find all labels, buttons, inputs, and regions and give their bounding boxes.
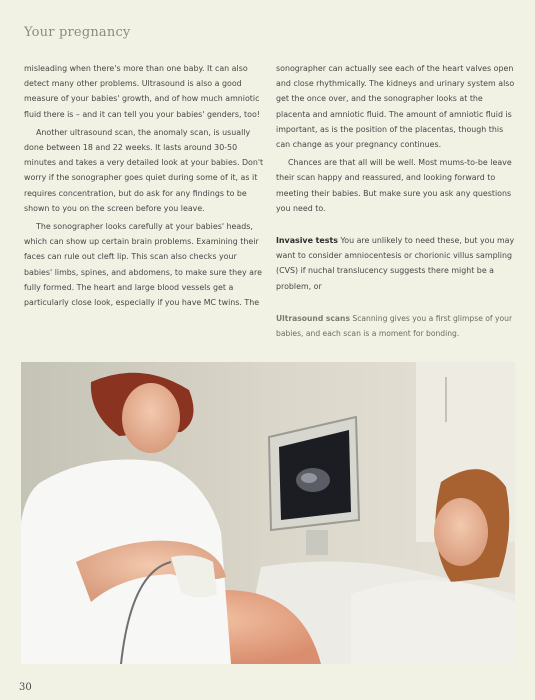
body-paragraph: sonographer can actually see each of the heart valves open and close rhythmically. The kidneys and urinary system also get the once over, and the sonographer looks at the placenta and amniotic fluid. The amount of amniotic fluid is important, as is the position of the placentas, though this can change as your pregnancy continues. <box>276 64 515 150</box>
photo-caption <box>276 311 516 341</box>
page-number: 30 <box>19 682 32 693</box>
ultrasound-photo <box>21 362 515 664</box>
caption-lead: Ultrasound scans <box>276 313 350 323</box>
left-column <box>24 61 264 313</box>
caption-text: Scanning gives you a first glimpse of your babies, and each scan is a moment for bonding. <box>276 313 513 338</box>
invasive-tests-paragraph <box>276 233 516 294</box>
invasive-tests-heading: Invasive tests <box>276 236 338 246</box>
ultrasound-photo-illustration <box>21 362 515 664</box>
right-column <box>276 61 516 344</box>
body-paragraph: The sonographer looks carefully at your babies' heads, which can show up certain brain problems. Examining their faces can rule out cleft lip. This scan also checks your babies' limbs, spines, and abdomens, to make sure they are fully formed. The heart and large blood vessels get a particularly close look, especially if you have MC twins. The <box>24 222 262 308</box>
running-head: Your pregnancy <box>24 25 131 40</box>
invasive-tests-text: You are unlikely to need these, but you may want to consider amniocentesis or chorionic villus sampling (CVS) if nuchal translucency suggests there might be a problem, or <box>276 236 515 291</box>
section-spacer <box>276 297 516 311</box>
body-paragraph: misleading when there's more than one baby. It can also detect many other problems. Ultrasound is also a good measure of your babies' growth, and of how much amniotic fluid there is – and it can tell you your babies' genders, too! <box>24 64 260 119</box>
section-spacer <box>276 219 516 233</box>
body-paragraph: Chances are that all will be well. Most mums-to-be leave their scan happy and reassured, and looking forward to meeting their babies. But make sure you ask any questions you need to. <box>276 158 512 213</box>
body-paragraph: Another ultrasound scan, the anomaly scan, is usually done between 18 and 22 weeks. It lasts around 30-50 minutes and takes a very detailed look at your babies. Don't worry if the sonographer goes quiet during some of it, as it requires concentration, but do ask for any findings to be shown to you on the screen before you leave. <box>24 127 264 213</box>
